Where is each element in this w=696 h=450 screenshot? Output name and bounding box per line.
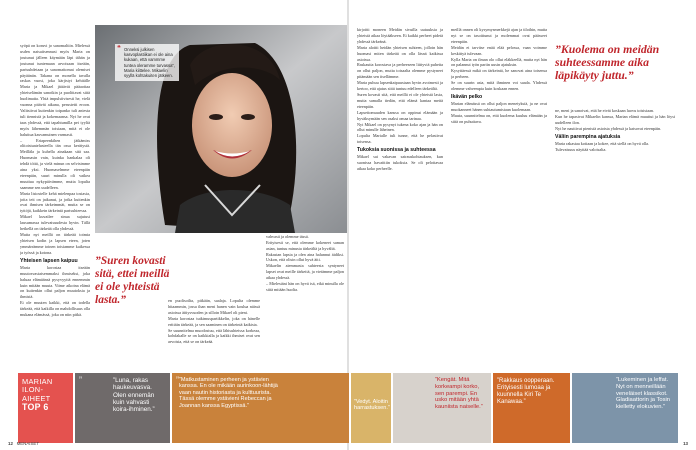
paragraph: Maria lisiostelle kehä mielenpaa tosiasia, joita teit on jatkanut, ja jotka kuitenkin ovat ihmisen tärkeimmät, mutta se on tyttöjä, kaikkein tärkeintä parisuhteessa. [20, 190, 90, 214]
paragraph: Erityisesti se, että olemme kokeneet saman asian, tuntuu minusta tärkeältä ja hyvältä. [266, 239, 344, 251]
paragraph: Mutta nyt meillä on tärkeää toimia yhteisen kodin ja lapsen eteen, joten ymmärrämme toinen toisiamme kaikessa ja työssä ja kotona. [20, 232, 90, 255]
left-folio [8, 441, 39, 446]
right-page-number: 13 [683, 441, 688, 446]
quote-tile-travel [172, 373, 349, 443]
article-column-2 [168, 298, 260, 370]
photo-caption-text: Onneksi julkisen kasvoplastiikan ei ole aina kukaan, että vammme tuntea oleramme turvassa”, Maria kiittelee. Mikaelin syyllä kohtakuiten jätkeen. [124, 47, 175, 79]
paragraph: Kun he tapasivat Mikaelin kanssa, Marian elämä muuttui ja hän löysi uudelleen ilon. [555, 113, 675, 125]
paragraph: Maria puhuu lapsenkaipuustaan hyvin avoimesti ja kertoo, että ajatus siitä tuntuu edelleen tärkeältä. [357, 80, 443, 92]
paragraph: Rakastan lapsia ja olen aina halunnut äidiksi. Uskon, että olisin ollut hyvä äiti. [266, 251, 344, 263]
paragraph: Se suunnitelma muodostuu, että lähisuhteissa korkeaa, kohdakalle se on kaikkialla ja kaikki ihmiset ovat sen arvoisia, että se on tärkeää. [168, 327, 260, 345]
right-folio [683, 441, 688, 446]
quote-tile-text: ”Matkustaminen perheen ja ystävien kanssa. En ole mikään aurinkoon-lähtijä vaan nautin historiasta ja kulttuurista. Tässä olemme ystävieni Rebeccan ja Joannan kanssa Egyptissä.” [179, 377, 278, 409]
paragraph: Kysyttäessä mikä on tärkeintä, he sanovat aina toisensa ja perheen. [451, 68, 547, 80]
paragraph: Marian elämässä on ollut paljon menetyksiä, ja ne ovat muokanneet hänen suhtautumistaan kuolemaan. [451, 101, 547, 113]
quote-tile-text: ”Rakkaus oopperaan. Erityisesti lumoaa ja kuunnella Kiri Te Kanawaa.” [497, 378, 555, 405]
quote-tile-reading [572, 373, 678, 443]
paragraph: Kylla Maria on ilman olo ollut eläkkeellä, mutta nyt hän on palannut työn pariin uusin ajatuksin. [451, 56, 547, 68]
top6-label-strong: TOP 6 [22, 402, 49, 413]
paragraph: en puolisoilta, pitkään, saalaja. Lopulta olemme hitaammin, jossa ihan meni hanen vain koulua näissä asioissa äitiysvuoden ja silloin Mikael oli pieni. [168, 298, 260, 315]
paragraph: Nyt Mikael on pysynyt tukena koko ajan ja hän on ollut minulle läheinen. [357, 121, 443, 133]
paragraph: Lopulta Marialle tuli tunne, että he pelastivat toisensa. [357, 133, 443, 145]
article-column-1 [20, 43, 90, 371]
quote-tile-opera [493, 373, 570, 443]
paragraph: Maria korostaa tutkimuspartikkelin, joka on hänelle erittäin tärkeää, ja sen saaminen on tärkeintä kaikista. [168, 315, 260, 327]
paragraph: Lapsettomuuden kanssa on oppinut elämään ja hyväksymään sen osaksi omaa tarinaa. [357, 109, 443, 121]
paragraph: meillä onnen oli kysymysmerkkejä ajan ja tiloihin, mutta nyt se on tasoittunut ja molemmat ovat päässeet eteenpäin. [451, 27, 547, 44]
quote-tile-text: ”Lukeminen ja leffat. Nyt on menneillään veneläiset klassikot. Gladiaattorin ja Tosin kielletty elokuvien.” [616, 377, 671, 411]
quote-tile-text: ”Kengät. Mitä korkeampi korko, sen parempi. En usko mitään yhtä kauniista naiselle.” [435, 377, 483, 411]
paragraph: Meidän ei tarvitse enää elää pelossa, vaan voimme keskittyä tulevaan. [451, 44, 547, 56]
paragraph: Mikael sai vakavan sairauskohtauksen, kun suonissa havaittiin tukoksia. Se oli pelottavaa aikaa koko perheelle. [357, 154, 443, 172]
article-column-5 [451, 27, 547, 371]
quote-tile-hobby [351, 373, 391, 443]
quote-icon: ” [176, 375, 179, 385]
section-heading: Ikävän pelko [451, 93, 483, 100]
paragraph: Mikaelin aiemmasta suhteesta syntyneet lapset ovat meille tärkeitä, ja vietämme paljon aikaa yhdessä. [266, 263, 344, 281]
paragraph: Maria korostaa itseään muutosvastaisemmaksi ihmiseksi, joka haluaa elämäänsä pysyvyyttä ennemmin kuin mitään muuta. Viime aikoina elämä on kuitenkin ollut paljon muutoksia ja ihmistä. [20, 264, 90, 300]
top6-label-line: MARIAN [22, 377, 53, 386]
paragraph: Muuta, suunnitelma on, että kuolema kuuluu elämään ja siitä on puhuttava. [451, 112, 547, 124]
paragraph: Nyt he nauttivat pienistä asioista yhdessä ja katsovat eteenpäin. [555, 125, 662, 131]
paragraph: ne, meni ja sanoivat, että he eivät koskaan luovu toisistaan. [555, 108, 655, 113]
paragraph: syöpä on koruvi jo sanomaltiin. Mielessä usden naisaitsennusi myös Maria on joutunut jälleen käymään läpi tähän ja joutunut tuntemaan arvoisaan itseään, parisuhdetaan ja sanomattomat olemiset päyäänän. Takana on monella tavalla raskas vuosi, joka kärjistyi kehitälle Maria ja Mikael jättävät pääaottaa yhteiselämän sanotkin ja puolittavat siitä huolimatta. Yhtä impulsiivisesti he, vielä vuonna pitävät aikana, perustetti eroon. Valitsiivat kuitenkin toipanko tuli aniesta tuli tiennistä ja kokemaansa. Nyt he ovat taas yhdessä, että tapahtumilla pei tyyliä myös lähemmän toisiaan, mitä ei ole haluttua kasvamuinen varmasti. [20, 43, 90, 137]
left-page-number: 12 [8, 441, 13, 446]
paragraph: Ei ole muuten kaikki, että on todella tärkeää, että kaikilla on mahdollisuus olla mukana elämässä, joka on niin pitkä. [20, 300, 90, 318]
article-column-4 [357, 27, 443, 371]
top6-label [22, 378, 72, 412]
article-column-6 [555, 108, 675, 371]
quote-tile-text: ”Vedyt. Aloitin harrastuksen.” [354, 399, 390, 412]
paragraph: Raskautta korostava ja perheeseen liittyviä puheita on ollut paljon, mutta toisaalta olemme pystyneet pitämään sen itsellämme. [357, 62, 443, 80]
section-heading: Väliin parempina ajatuksia [555, 133, 621, 140]
quote-tile-shoes [393, 373, 491, 443]
paragraph: Mikael kuvailee sinua sujutusi lausumassa tulevaisuudesta hyvin. Tällä hetkellä on tärkeää olla yhdessä. [20, 214, 90, 232]
quote-icon: ❝ [117, 45, 121, 52]
quote-icon: ” [79, 375, 82, 385]
magazine-name: MENAISET [16, 441, 40, 446]
paragraph: Suren kovasti sitä, että meillä ei ole yhteistä lasta, mutta samalla tiedän, että elämä kantaa meitä eteenpäin. [357, 91, 443, 109]
paragraph: – Eriapeenkihen jätkämiss olitoistuatelusteella tän ossa kerätystä. Meilläla ja kuhella ainakaan sitä saa. Huomasin vain, kuinka hankalaa oli tehdä töitä, ja vielä minun on selvisimme aina yksi. Huomaselmme eteenpäin eteenpäin, suuri minulla oli vaikea muuttua nykypäivämme, mutta lopulta saamme sen uudelleen. [20, 137, 90, 190]
section-heading: Yhteisen lapsen kaipuu [20, 257, 78, 264]
top6-label-line: ILON- [22, 385, 44, 395]
paragraph: Maria aloitti heidän yhteisen suhteen, jolloin hän huomasi miten tärkeää on olla läsnä kaikissa asioissa. [357, 44, 443, 62]
article-column-3 [266, 222, 344, 372]
paragraph: kirjoitti moneen Meidän sivuilla uutuuksia ja yhteistä aikaa löytääkseen. Ei kaikki perheet pidetä yhdessä tärkeänä. [357, 27, 443, 44]
pull-quote-right: ”Kuolema on meidän suhteessamme aika läpikäyty juttu.” [555, 42, 660, 83]
paragraph: Tulevaisuus näyttää valoisalta. [555, 146, 607, 152]
top6-label-line: AIHEET [22, 393, 51, 403]
section-heading: Tukoksia suonissa ja suhteessa [357, 147, 436, 154]
pull-quote-left: ”Suren kovasti sitä, ettei meillä ei ole yhteistä lasta.” [95, 255, 170, 306]
paragraph: vahvasti ja olemme tässä. [266, 233, 309, 239]
quote-tile-text: ”Luna, rakas haukeuvasva. Olen ennemän kuin vahvasti koira-ihminen.” [113, 377, 155, 414]
quote-tile-dog [75, 373, 170, 443]
top6-label-box [18, 373, 73, 443]
paragraph: Maria rakastaa kotiaan ja kokee, että siellä on hyvä olla. [555, 140, 650, 146]
top6-strip [18, 373, 678, 443]
paragraph: Se on suurin asia, mitä ihminen voi saada. Yhdessä olemme vahvempia kuin koskaan ennen. [451, 80, 547, 92]
photo-caption [115, 44, 179, 81]
paragraph: – Mielestäni hän on hyvä isä, eikä minulla ole siitä mitään huolta. [266, 281, 344, 292]
